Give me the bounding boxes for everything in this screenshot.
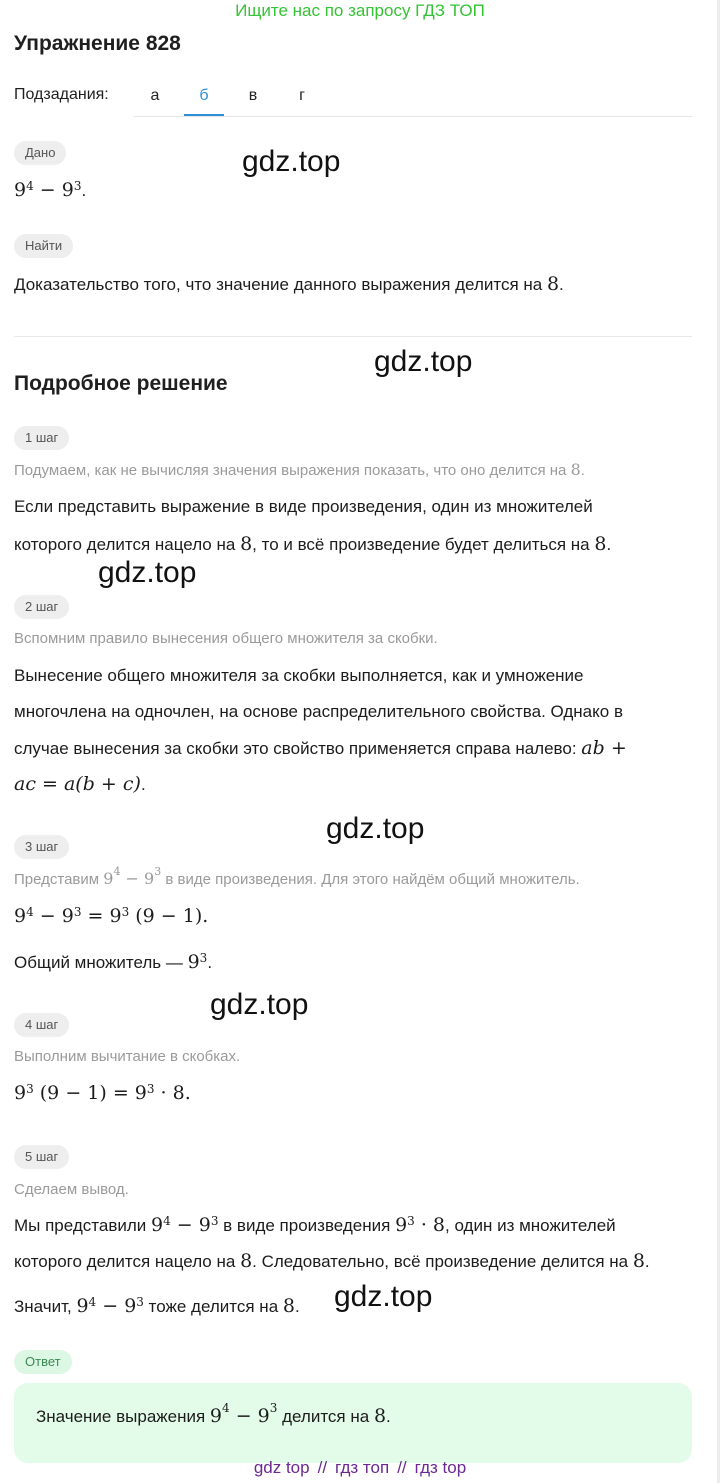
step-2-line-2: многочлена на одночлен, на основе распределительного свойства. Однако в <box>14 702 623 721</box>
step-2-hint: Вспомним правило вынесения общего множителя за скобки. <box>14 630 438 647</box>
step-4-equation: $9^3$ $(9 - 1) = 9^3 \cdot 8$. <box>14 1082 191 1104</box>
step-3-equation: $9^4 - 9^3 = 9^3$ (9 − 1). <box>14 905 209 927</box>
step-1-line-2: которого делится нацело на 8, то и всё произведение будет делиться на 8. <box>14 533 612 555</box>
watermark: gdz.top <box>210 988 309 1021</box>
footer-links <box>0 1458 720 1478</box>
subtasks-tabs <box>134 76 692 117</box>
watermark: gdz.top <box>326 812 425 845</box>
find-badge: Найти <box>14 234 73 258</box>
tab-a[interactable]: а <box>150 87 160 104</box>
step-2-line-3: случае вынесения за скобки это свойство применяется справа налево: ab + <box>14 737 627 759</box>
watermark: gdz.top <box>374 345 473 378</box>
promo-banner: Ищите нас по запросу ГДЗ ТОП <box>235 1 485 20</box>
answer-text: Значение выражения $9^4 - 9^3$ делится на 8. <box>36 1401 391 1427</box>
footer-link[interactable]: гдз топ <box>335 1458 390 1477</box>
watermark: gdz.top <box>98 556 197 589</box>
step-2-line-1: Вынесение общего множителя за скобки выполняется, как и умножение <box>14 666 584 685</box>
step-4-badge: 4 шаг <box>14 1013 69 1037</box>
step-5-line-2: которого делится нацело на 8. Следовательно, всё произведение делится на 8. <box>14 1250 650 1272</box>
given-badge: Дано <box>14 141 66 165</box>
find-text: Доказательство того, что значение данного выражения делится на 8. <box>14 273 564 295</box>
step-5-hint: Сделаем вывод. <box>14 1181 129 1198</box>
subtasks-label: Подзадания: <box>14 86 109 103</box>
step-1-badge: 1 шаг <box>14 426 69 450</box>
footer-link[interactable]: gdz top <box>253 1458 310 1477</box>
step-5-line-3: Значит, $9^4 - 9^3$ тоже делится на 8. <box>14 1295 300 1317</box>
tab-v[interactable]: в <box>248 87 258 104</box>
watermark: gdz.top <box>334 1280 433 1313</box>
step-2-line-4: ac = a(b + c). <box>14 773 146 795</box>
footer-link[interactable]: гдз top <box>414 1458 467 1477</box>
step-5-badge: 5 шаг <box>14 1145 69 1169</box>
answer-box <box>14 1383 692 1463</box>
step-5-line-1: Мы представили $9^4 - 9^3$ в виде произведения $9^3 \cdot 8$, один из множителей <box>14 1214 616 1236</box>
solution-title: Подробное решение <box>14 372 228 395</box>
step-3-badge: 3 шаг <box>14 835 69 859</box>
step-2-badge: 2 шаг <box>14 595 69 619</box>
watermark: gdz.top <box>242 145 341 178</box>
step-3-hint: Представим $9^4 - 9^3$ в виде произведения. Для этого найдём общий множитель. <box>14 865 580 888</box>
divider <box>14 336 692 337</box>
page-title: Упражнение 828 <box>14 32 181 55</box>
tab-b[interactable]: б <box>184 76 224 116</box>
step-4-hint: Выполним вычитание в скобках. <box>14 1048 241 1065</box>
answer-badge: Ответ <box>14 1350 72 1374</box>
tab-g[interactable]: г <box>299 87 305 104</box>
step-1-hint: Подумаем, как не вычисляя значения выражения показать, что оно делится на 8. <box>14 460 585 479</box>
given-expression: $9^4 - 9^3$. <box>14 179 87 201</box>
step-1-line-1: Если представить выражение в виде произведения, один из множителей <box>14 497 593 516</box>
footer-separator: // <box>317 1458 328 1477</box>
step-3-common-factor: Общий множитель — $9^3$. <box>14 951 213 973</box>
footer-separator: // <box>397 1458 407 1477</box>
